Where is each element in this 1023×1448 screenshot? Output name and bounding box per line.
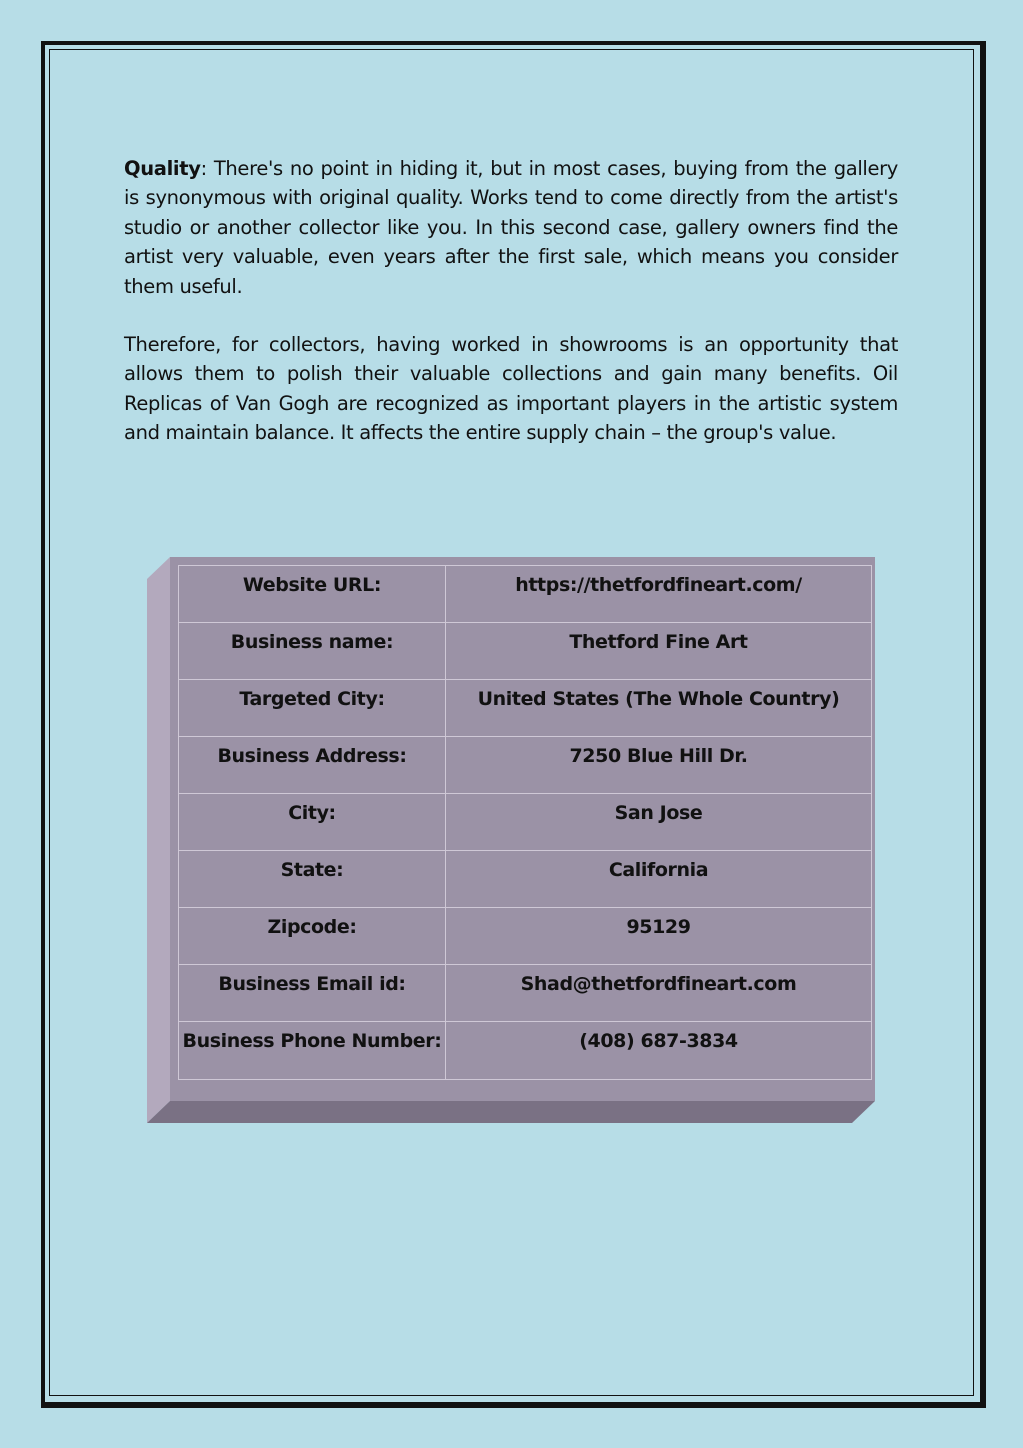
row-value: San Jose <box>614 802 703 824</box>
table-bevel-bottom <box>147 1101 875 1123</box>
table-cell-label <box>179 1022 446 1080</box>
row-label: City: <box>288 802 336 824</box>
table-bevel-left <box>147 557 170 1123</box>
table-row <box>179 680 872 737</box>
row-label: Zipcode: <box>267 916 357 938</box>
business-info-table <box>178 565 872 1080</box>
table-cell-label <box>179 965 446 1022</box>
table-cell-label <box>179 623 446 680</box>
table-row <box>179 851 872 908</box>
row-value: https://thetfordfineart.com/ <box>515 574 802 596</box>
row-value: (408) 687-3834 <box>579 1030 738 1052</box>
table-cell-value <box>446 1022 872 1080</box>
table-row <box>179 965 872 1022</box>
table-cell-label <box>179 680 446 737</box>
table-cell-label <box>179 851 446 908</box>
row-value: 7250 Blue Hill Dr. <box>569 745 748 767</box>
table-cell-label <box>179 566 446 623</box>
row-label: Targeted City: <box>239 688 385 710</box>
table-row <box>179 737 872 794</box>
table-cell-value <box>446 566 872 623</box>
row-value: Thetford Fine Art <box>569 631 748 653</box>
table-row <box>179 1022 872 1080</box>
row-value: Shad@thetfordfineart.com <box>520 973 797 995</box>
table-cell-value <box>446 965 872 1022</box>
row-label: Business Address: <box>217 745 407 767</box>
row-value: California <box>608 859 709 881</box>
table-cell-value <box>446 908 872 965</box>
paragraph-collectors-body: Therefore, for collectors, having worked in showrooms is an opportunity that allows them to polish their valuable collections and gain many benefits. Oil Replicas of Van Gogh are recognized as important players in the artistic system and maintain balance. It affects the entire supply chain – the group's value. <box>124 333 898 445</box>
row-value: 95129 <box>626 916 691 938</box>
table-cell-label <box>179 908 446 965</box>
table-cell-value <box>446 737 872 794</box>
table-cell-value <box>446 680 872 737</box>
row-label: Website URL: <box>242 574 382 596</box>
table-row <box>179 566 872 623</box>
table-row <box>179 908 872 965</box>
paragraph-quality-body: : There's no point in hiding it, but in most cases, buying from the gallery is synonymous with original quality. Works tend to come directly from the artist's studio or another collector like you. In this second case, gallery owners find the artist very valuable, even years after the first sale, which means you consider them useful. <box>124 157 898 298</box>
table-cell-value <box>446 851 872 908</box>
paragraph-quality-lead: Quality <box>124 157 201 180</box>
paragraph-quality <box>124 154 898 301</box>
table-row <box>179 794 872 851</box>
row-label: State: <box>280 859 344 881</box>
table-cell-label <box>179 737 446 794</box>
table-row <box>179 623 872 680</box>
row-label: Business name: <box>230 631 394 653</box>
row-label: Business Email id: <box>218 973 406 995</box>
table-cell-label <box>179 794 446 851</box>
table-cell-value <box>446 794 872 851</box>
row-label: Business Phone Number: <box>182 1030 442 1052</box>
paragraph-collectors <box>124 330 898 448</box>
row-value: United States (The Whole Country) <box>477 688 840 710</box>
table-cell-value <box>446 623 872 680</box>
